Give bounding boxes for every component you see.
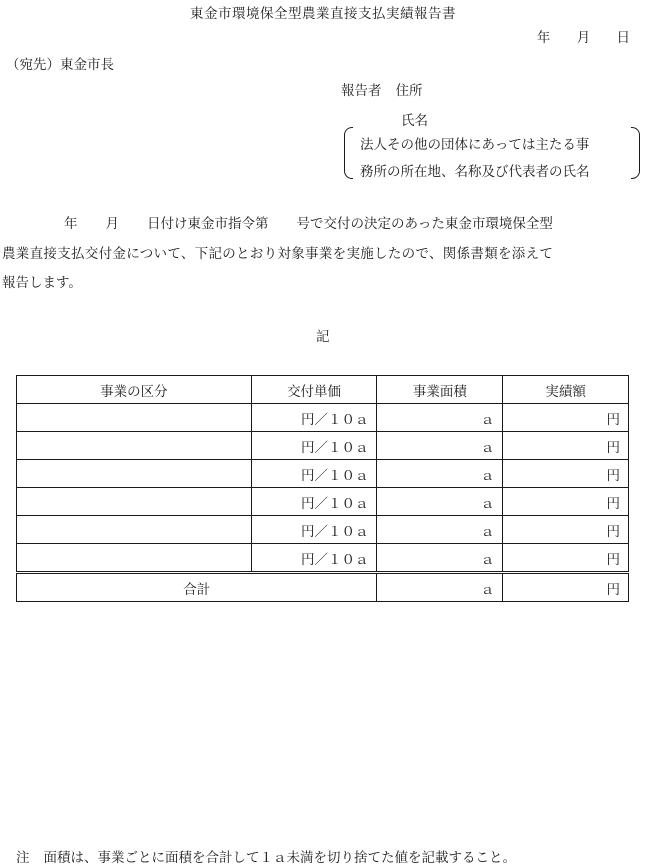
results-table [16, 375, 629, 602]
cell-area[interactable]: ａ [377, 516, 503, 544]
corporate-note-line-2: 務所の所在地、名称及び代表者の氏名 [360, 164, 590, 180]
table-header-row [17, 376, 629, 404]
header-category: 事業の区分 [17, 376, 252, 404]
footnote-text: 面積は、事業ごとに面積を合計して１ａ未満を切り捨てた値を記載すること。 [43, 850, 516, 866]
cell-area[interactable]: ａ [377, 544, 503, 573]
body-decision: 号で交付の決定のあった東金市環境保全型 [296, 216, 553, 232]
body-year: 年 [64, 216, 78, 232]
cell-amount[interactable]: 円 [503, 516, 629, 544]
reporter-address [341, 79, 423, 99]
body-month: 月 [105, 216, 119, 232]
date-day-label: 日 [616, 30, 630, 46]
cell-unit-price[interactable]: 円／１０ａ [251, 404, 377, 432]
cell-category[interactable] [17, 544, 252, 573]
footnote [16, 846, 516, 866]
report-date [515, 26, 630, 46]
cell-category[interactable] [17, 516, 252, 544]
addressee: （宛先）東金市長 [6, 57, 114, 73]
corporate-note-bracket [344, 124, 640, 180]
table-total-row [17, 573, 629, 602]
cell-unit-price[interactable]: 円／１０ａ [251, 460, 377, 488]
table-row [17, 516, 629, 544]
total-amount[interactable]: 円 [503, 573, 629, 602]
table-row [17, 432, 629, 460]
table-row [17, 404, 629, 432]
body-line-3: 報告します。 [2, 275, 82, 291]
cell-category[interactable] [17, 460, 252, 488]
header-area: 事業面積 [377, 376, 503, 404]
total-area[interactable]: ａ [377, 573, 503, 602]
footnote-label: 注 [16, 850, 30, 866]
cell-unit-price[interactable]: 円／１０ａ [251, 516, 377, 544]
reporter-label: 報告者 [341, 83, 382, 99]
ki-heading: 記 [316, 329, 330, 345]
right-bracket [631, 127, 640, 179]
cell-category[interactable] [17, 404, 252, 432]
reporter-name-label: 氏名 [401, 113, 428, 129]
cell-area[interactable]: ａ [377, 432, 503, 460]
cell-amount[interactable]: 円 [503, 432, 629, 460]
table-row [17, 544, 629, 573]
cell-amount[interactable]: 円 [503, 404, 629, 432]
date-month-label: 月 [576, 30, 591, 46]
body-line-2: 農業直接支払交付金について、下記のとおり対象事業を実施したので、関係書類を添えて [2, 246, 554, 262]
corporate-note-line-1: 法人その他の団体にあっては主たる事 [360, 137, 590, 153]
cell-area[interactable]: ａ [377, 488, 503, 516]
cell-unit-price[interactable]: 円／１０ａ [251, 544, 377, 573]
header-unit-price: 交付単価 [251, 376, 377, 404]
cell-amount[interactable]: 円 [503, 488, 629, 516]
left-bracket [344, 127, 353, 179]
document-title: 東金市環境保全型農業直接支払実績報告書 [190, 6, 456, 22]
table-row [17, 488, 629, 516]
table-row [17, 460, 629, 488]
cell-area[interactable]: ａ [377, 460, 503, 488]
body-day-directive: 日付け東金市指令第 [147, 216, 269, 232]
body-line-1 [64, 212, 553, 232]
cell-amount[interactable]: 円 [503, 544, 629, 573]
cell-unit-price[interactable]: 円／１０ａ [251, 488, 377, 516]
cell-area[interactable]: ａ [377, 404, 503, 432]
cell-amount[interactable]: 円 [503, 460, 629, 488]
header-amount: 実績額 [503, 376, 629, 404]
cell-unit-price[interactable]: 円／１０ａ [251, 432, 377, 460]
cell-category[interactable] [17, 488, 252, 516]
date-year-label: 年 [536, 30, 551, 46]
address-label: 住所 [395, 83, 423, 99]
total-label: 合計 [17, 573, 377, 602]
cell-category[interactable] [17, 432, 252, 460]
